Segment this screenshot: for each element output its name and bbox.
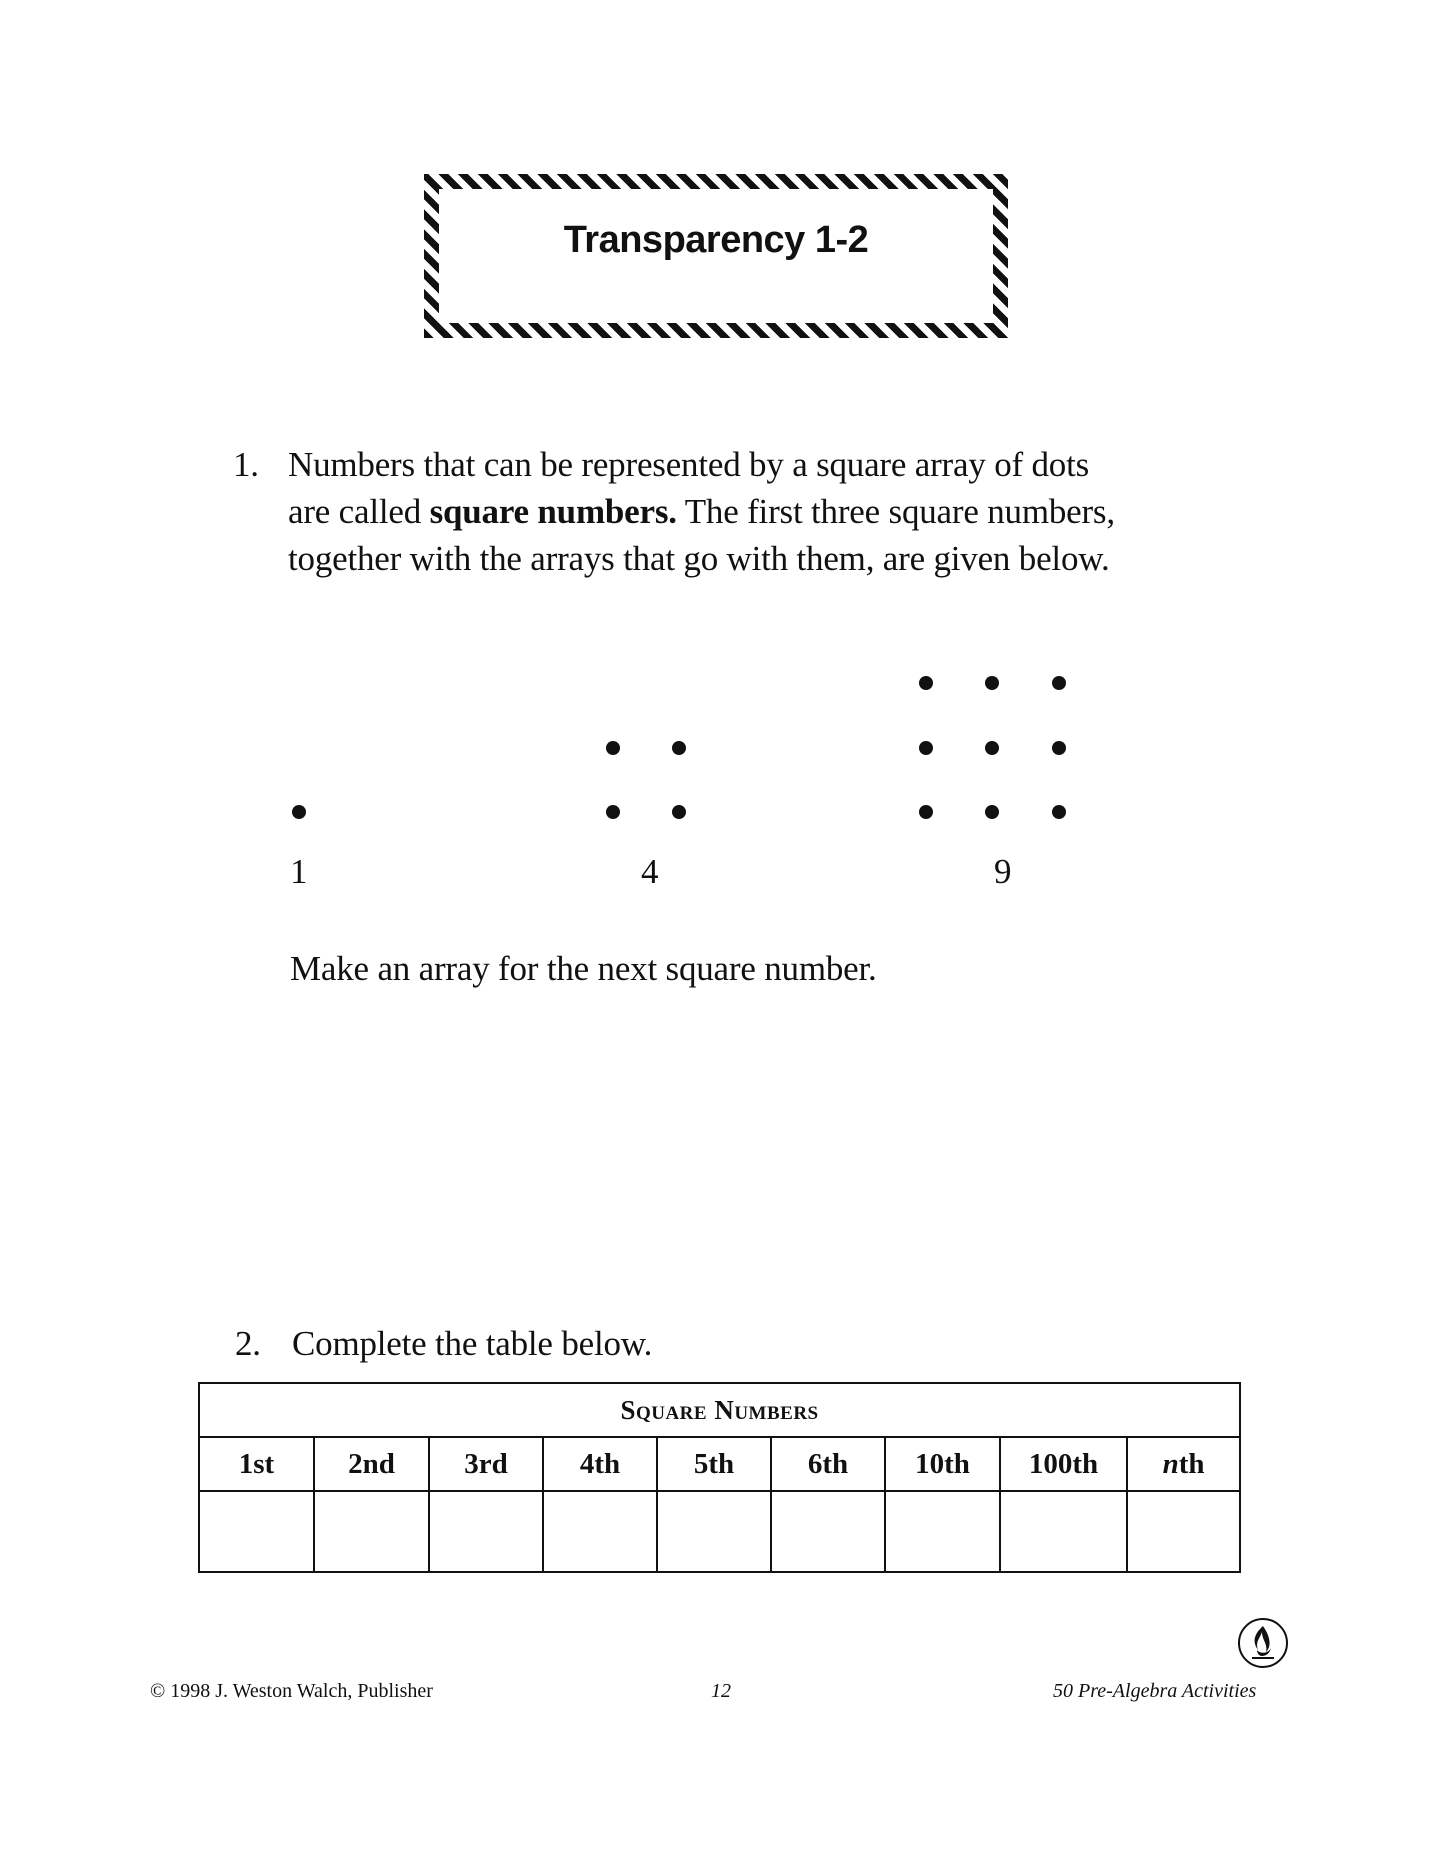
question-2-text: Complete the table below. xyxy=(292,1324,653,1363)
footer-book-title: 50 Pre-Algebra Activities xyxy=(1053,1680,1257,1702)
column-header-100th: 100th xyxy=(1000,1437,1127,1491)
flame-logo-icon xyxy=(1238,1618,1288,1668)
question-1-line-1: Numbers that can be represented by a square array of dots xyxy=(288,445,1090,484)
dot xyxy=(672,805,686,819)
table-header-row xyxy=(199,1437,1240,1491)
dot xyxy=(985,741,999,755)
dot xyxy=(919,741,933,755)
table-caption: Square Numbers xyxy=(199,1383,1240,1437)
answer-cell-4th[interactable] xyxy=(543,1491,657,1572)
question-1-line-2-prefix: are called xyxy=(288,492,430,531)
nth-variable: n xyxy=(1162,1447,1179,1480)
answer-cell-100th[interactable] xyxy=(1000,1491,1127,1572)
table-answer-row xyxy=(199,1491,1240,1572)
dot xyxy=(985,805,999,819)
question-1-text xyxy=(288,441,1288,582)
dot xyxy=(672,741,686,755)
answer-cell-nth[interactable] xyxy=(1127,1491,1240,1572)
array-label-1: 1 xyxy=(290,852,308,891)
term-square-numbers: square numbers. xyxy=(429,492,677,531)
column-header-10th: 10th xyxy=(885,1437,1000,1491)
array-label-9: 9 xyxy=(994,852,1012,891)
answer-cell-3rd[interactable] xyxy=(429,1491,543,1572)
dot xyxy=(1052,805,1066,819)
dot xyxy=(985,676,999,690)
dot xyxy=(1052,741,1066,755)
dot xyxy=(919,676,933,690)
dot xyxy=(919,805,933,819)
question-1-line-2-suffix: The first three square numbers, xyxy=(676,492,1115,531)
answer-cell-5th[interactable] xyxy=(657,1491,771,1572)
table-caption-row xyxy=(199,1383,1240,1437)
answer-cell-1st[interactable] xyxy=(199,1491,314,1572)
question-1-line-2 xyxy=(288,488,1288,535)
question-1-line-3: together with the arrays that go with them, are given below. xyxy=(288,539,1110,578)
answer-cell-10th[interactable] xyxy=(885,1491,1000,1572)
footer-page-number: 12 xyxy=(711,1680,731,1702)
dot xyxy=(606,805,620,819)
array-label-4: 4 xyxy=(641,852,659,891)
dot xyxy=(292,805,306,819)
dot xyxy=(1052,676,1066,690)
column-header-2nd: 2nd xyxy=(314,1437,429,1491)
page-title: Transparency 1-2 xyxy=(563,218,869,261)
flame-icon xyxy=(1240,1620,1286,1666)
column-header-6th: 6th xyxy=(771,1437,885,1491)
nth-suffix: th xyxy=(1178,1447,1205,1480)
square-numbers-table xyxy=(198,1382,1241,1573)
question-1-instruction: Make an array for the next square number. xyxy=(290,949,877,988)
column-header-5th: 5th xyxy=(657,1437,771,1491)
column-header-nth xyxy=(1127,1437,1240,1491)
question-1-number: 1. xyxy=(233,445,259,484)
column-header-1st: 1st xyxy=(199,1437,314,1491)
title-box-inner xyxy=(439,189,993,323)
answer-cell-6th[interactable] xyxy=(771,1491,885,1572)
column-header-3rd: 3rd xyxy=(429,1437,543,1491)
title-box xyxy=(424,174,1008,338)
answer-cell-2nd[interactable] xyxy=(314,1491,429,1572)
footer-copyright: © 1998 J. Weston Walch, Publisher xyxy=(150,1680,433,1702)
column-header-4th: 4th xyxy=(543,1437,657,1491)
question-2-number: 2. xyxy=(235,1324,261,1363)
dot xyxy=(606,741,620,755)
